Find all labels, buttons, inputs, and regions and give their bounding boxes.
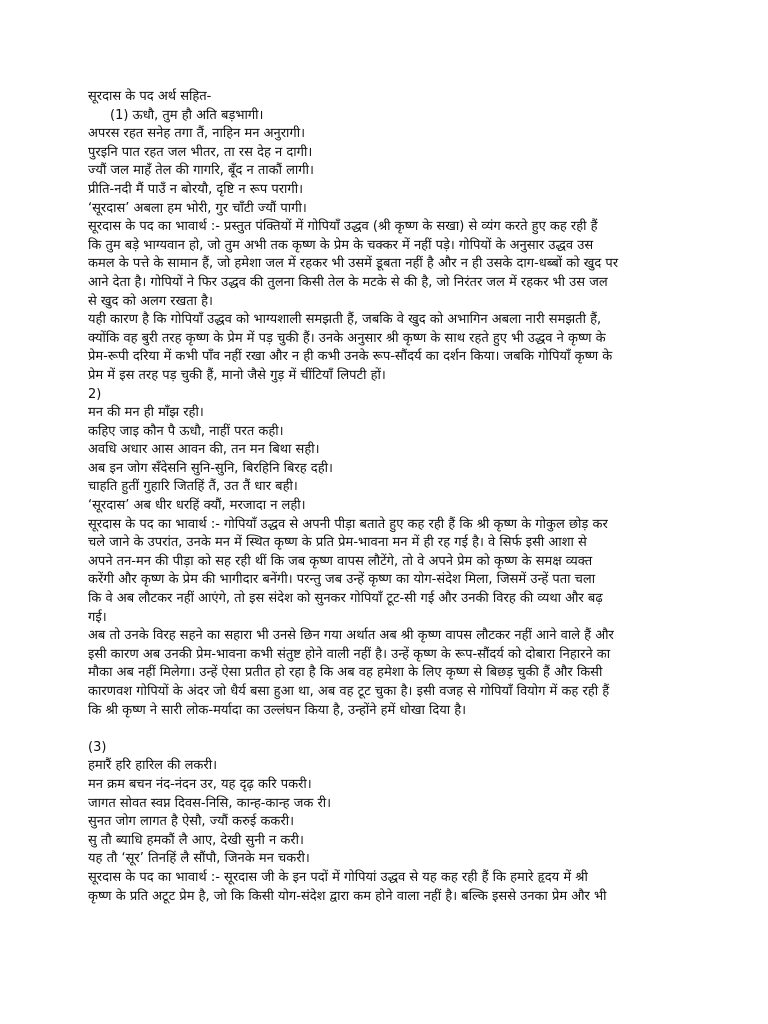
verse-line: ‘सूरदास’ अब धीर धरहिं क्यौं, मरजादा न लही। [88, 498, 306, 514]
explanation-line: मौका अब नहीं मिलेगा। उन्हें ऐसा प्रतीत हो रहा है कि अब वह हमेशा के लिए कृष्ण से बिछड़ चुकी हैं और किसी [88, 665, 603, 681]
verse-line: सु तौ ब्याधि हमकौं लै आए, देखी सुनी न करी। [88, 832, 304, 848]
verse-line: अब इन जोग सँदेसनि सुनि-सुनि, बिरहिनि बिरह दही। [88, 460, 333, 476]
verse-line: अपरस रहत सनेह तगा तैं, नाहिन मन अनुरागी। [88, 126, 306, 142]
explanation-line: प्रेम-रूपी दरिया में कभी पाँव नहीं रखा और न ही कभी उनके रूप-सौंदर्य का दर्शन किया। जबकि गोपियाँ कृष्ण के [88, 349, 613, 365]
explanation-line: कृष्ण के प्रति अटूट प्रेम है, जो कि किसी योग-संदेश द्वारा कम होने वाला नहीं है। बल्कि इससे उनका प्रेम और भी [88, 888, 607, 904]
explanation-line: चले जाने के उपरांत, उनके मन में स्थित कृष्ण के प्रति प्रेम-भावना मन में ही रह गई है। वे सिर्फ इसी आशा से [88, 535, 587, 551]
verse-1-title: (1) ऊधौ, तुम हौ अति बड़भागी। [110, 107, 264, 123]
verse-line: पुरइनि पात रहत जल भीतर, ता रस देह न दागी। [88, 144, 313, 160]
explanation-line: गई। [88, 609, 107, 625]
verse-line: ‘सूरदास’ अबला हम भोरी, गुर चाँटी ज्यौं पागी। [88, 200, 307, 216]
explanation-line: अब तो उनके विरह सहने का सहारा भी उनसे छिन गया अर्थात अब श्री कृष्ण वापस लौटकर नहीं आने वाले हैं और [88, 628, 614, 644]
verse-line: मन की मन ही माँझ रही। [88, 405, 204, 421]
verse-3-number: (3) [88, 739, 107, 755]
document-heading: सूरदास के पद अर्थ सहित- [88, 89, 212, 104]
verse-line: अवधि अधार आस आवन की, तन मन बिथा सही। [88, 442, 320, 458]
verse-2-number: 2) [88, 386, 102, 402]
explanation-line: क्योंकि वह बुरी तरह कृष्ण के प्रेम में पड़ चुकी हैं। उनके अनुसार श्री कृष्ण के साथ रहते हुए भी उद्धव ने कृष्ण के [88, 330, 606, 346]
explanation-line: कि तुम बड़े भाग्यवान हो, जो तुम अभी तक कृष्ण के प्रेम के चक्कर में नहीं पड़े। गोपियों के अनुसार उद्धव उस [88, 237, 594, 253]
verse-line: जागत सोवत स्वप्न दिवस-निसि, कान्ह-कान्ह जक री। [88, 795, 332, 811]
explanation-line: इसी कारण अब उनकी प्रेम-भावना कभी संतुष्ट होने वाली नहीं है। उन्हें कृष्ण के रूप-सौंदर्य को दोबारा निहारने का [88, 646, 611, 662]
verse-line: ज्यौं जल माहँ तेल की गागरि, बूँद न ताकौं लागी। [88, 163, 314, 179]
verse-line: यह तौ ‘सूर’ तिनहिं लै सौंपौ, जिनके मन चकरी। [88, 851, 310, 867]
explanation-line: सूरदास के पद का भावार्थ :- प्रस्तुत पंक्तियों में गोपियाँ उद्धव (श्री कृष्ण के सखा) से व्यंग करते हुए कह रही हैं [88, 219, 598, 235]
verse-line: चाहति हुतीं गुहारि जितहिं तैं, उत तैं धार बही। [88, 479, 298, 495]
explanation-line: कारणवश गोपियों के अंदर जो धैर्य बसा हुआ था, अब वह टूट चुका है। इसी वजह से गोपियाँ वियोग में कह रही हैं [88, 684, 610, 699]
explanation-line: प्रेम में इस तरह पड़ चुकी हैं, मानो जैसे गुड़ में चींटियाँ लिपटी हों। [88, 367, 386, 383]
blank-line [88, 720, 698, 739]
verse-line: मन क्रम बचन नंद-नंदन उर, यह दृढ़ करि पकरी। [88, 776, 312, 792]
explanation-line: कमल के पत्ते के सामान हैं, जो हमेशा जल में रहकर भी उसमें डूबता नहीं है और न ही उसके दाग-धब्बों को खुद पर [88, 256, 619, 272]
explanation-line: से खुद को अलग रखता है। [88, 293, 213, 309]
verse-line: प्रीति-नदी मैं पाउँ न बोरयौ, दृष्टि न रूप परागी। [88, 181, 304, 197]
explanation-line: अपने तन-मन की पीड़ा को सह रही थीं कि जब कृष्ण वापस लौटेंगे, तो वे अपने प्रेम को कृष्ण के समक्ष व्यक्त [88, 553, 593, 569]
explanation-line: कि वे अब लौटकर नहीं आएंगे, तो इस संदेश को सुनकर गोपियाँ टूट-सी गई और उनकी विरह की व्यथा और बढ़ [88, 591, 603, 607]
explanation-line: सूरदास के पद का भावार्थ :- सूरदास जी के इन पदों में गोपियां उद्धव से यह कह रही हैं कि हमारे हृदय में श्री [88, 869, 588, 885]
verse-line: कहिए जाइ कौन पै ऊधौ, नाहीं परत कही। [88, 423, 284, 439]
verse-line: सुनत जोग लागत है ऐसौ, ज्यौं करुई ककरी। [88, 814, 295, 830]
explanation-line: सूरदास के पद का भावार्थ :- गोपियाँ उद्धव से अपनी पीड़ा बताते हुए कह रही हैं कि श्री कृष्ण के गोकुल छोड़ कर [88, 516, 608, 532]
explanation-line: कि श्री कृष्ण ने सारी लोक-मर्यादा का उल्लंघन किया है, उन्होंने हमें धोखा दिया है। [88, 702, 467, 718]
verse-line: हमारैं हरि हारिल की लकरी। [88, 758, 218, 774]
explanation-line: आने देता है। गोपियों ने फिर उद्धव की तुलना किसी तेल के मटके से की है, जो निरंतर जल में रहकर भी उस जल [88, 274, 608, 290]
explanation-line: यही कारण है कि गोपियाँ उद्धव को भाग्यशाली समझती हैं, जबकि वे खुद को अभागिन अबला नारी समझती हैं, [88, 312, 602, 328]
explanation-line: करेंगी और कृष्ण के प्रेम की भागीदार बनेंगी। परन्तु जब उन्हें कृष्ण का योग-संदेश मिला, जिसमें उन्हें पता चला [88, 572, 596, 588]
